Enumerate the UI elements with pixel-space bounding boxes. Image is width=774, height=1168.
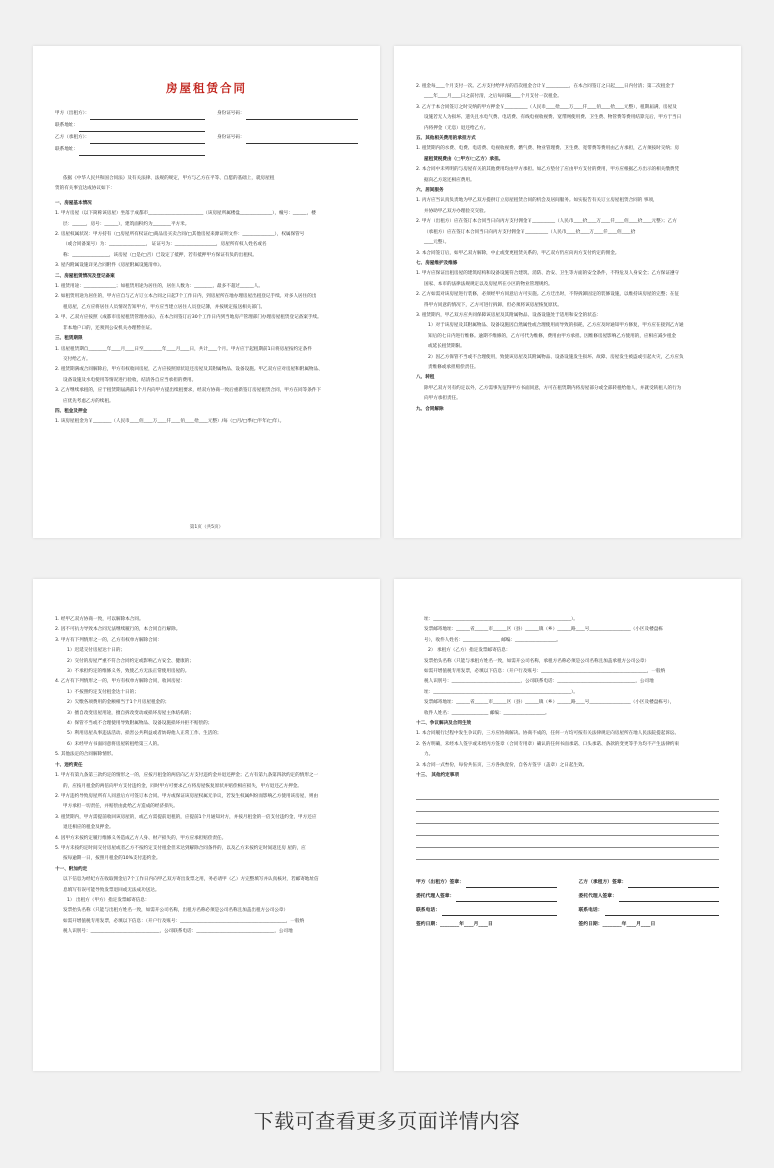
party-b-agent-label: 委托代理人签章：	[578, 893, 617, 899]
download-caption: 下载可查看更多页面详情内容	[253, 1109, 521, 1133]
clause-line: 2）交付的房屋严重不符合合同约定或影响乙方安全、健康的；	[67, 658, 194, 664]
clause-line: 2. 因不可抗力导致本合同无法继续履行的，本合同自行解除。	[55, 627, 181, 633]
clause-line: 1. 租赁用途：______________；如租赁用途为居住的，居住人数为：________，最多不超过______人。	[55, 284, 263, 290]
clause-line: 1. 丙方应当认真负责地为甲乙双方提供订立房屋租赁合同的机会及居间服务。如实报告有关订立房屋租赁合同的 事项，	[416, 198, 658, 204]
section-heading: 十二、争议解决及合同生效	[416, 721, 472, 727]
clause-line: 4. 因甲方未按约定履行维修义务造成乙方人身、财产损失的，甲方应承担赔偿责任。	[55, 835, 227, 841]
clause-line: 设施若无人为损坏、遗失且水电气费、电话费、有线电视收视费、宽带网使用费、卫生费、物管费等费用结算完后，甲方于当日	[424, 115, 682, 121]
party-a-signature-label: 甲方（出租方）签章：	[416, 879, 464, 885]
party-b-phone[interactable]	[579, 906, 720, 916]
party-b-signature-label: 乙方（承租方）签章：	[578, 879, 627, 885]
section-heading: 一、房屋基本情况	[55, 200, 92, 206]
section-heading: 十、违约责任	[55, 762, 83, 768]
party-b-addr-input-line[interactable]	[79, 148, 205, 156]
clause-line: （承租方）应在签订本合同当日向丙方支付佣金￥__________（人民币____拾____万____仟____佰____拾	[424, 229, 636, 235]
other-terms-line[interactable]	[416, 800, 719, 812]
clause-line: 2）因乙方保管不当或不合理使用，致使该房屋及其附属物品、设备设施发生损坏、故障、房屋发生被盗或引起火灾，乙方应负	[428, 354, 684, 360]
clause-line: 税人识别号：______________________________，公司联系电话：__________________________________，公司地	[424, 679, 654, 685]
clause-line: 3）不承担约定的维修义务，致使乙方无法正常使用房屋的。	[67, 669, 190, 675]
clause-line: 1. 该房屋租金为￥________（人民币____佰____万____仟____佰____拾____元整）/每（□月/□季/□半年/□年）。	[55, 419, 285, 425]
clause-line: 发票邮寄地址：______省______市______区（县）______镇（乡）______路____号__________________（小区及楼盘栋	[424, 627, 663, 633]
party-b-signature[interactable]	[579, 878, 720, 888]
clause-line: 如需开增值税专用发票，必填以下信息：（开户行及账号：______________________________________________，一般纳	[63, 918, 305, 924]
clause-line: 址：____________________________________________________________）。	[424, 689, 578, 695]
party-a-signature[interactable]	[416, 878, 557, 888]
document-page-2	[394, 46, 741, 538]
party-a-id-label: 身份证号码：	[217, 111, 245, 116]
clause-line: 1. 租赁期内的水费、电费、电话费、电视收视费、燃气费、物业管理费、卫生费、宽带费等费用由乙方承担，乙方须按时交纳；房	[416, 146, 680, 152]
party-a-addr-label: 联系地址：	[55, 123, 78, 128]
clause-line: 发票邮寄地址：______省______市______区（县）______镇（乡）______路____号__________________（小区及楼盘栋号），	[424, 700, 675, 706]
section-heading: 十三、 其他约定事项	[416, 773, 459, 779]
clause-line: 责维修或承担赔偿责任。	[428, 364, 479, 370]
other-terms-line[interactable]	[416, 788, 719, 800]
party-a-agent-label: 委托代理人签章：	[416, 893, 455, 899]
preamble-line-1: 依据《中华人民共和国合同法》及有关法律、法规的规定，甲方与乙方在平等、自愿的基础上，就房屋租	[63, 176, 275, 181]
clause-line: 1） 出租方（甲方）指定发票邮寄信息：	[67, 897, 150, 903]
clause-line: 得甲方同意的情况下，乙方可进行拆卸，但必须将该房屋恢复原状。	[424, 302, 562, 308]
party-b-addr-row	[55, 144, 358, 156]
clause-line: 1. 经甲乙双方协商一致，可以解除本合同。	[55, 617, 144, 622]
other-terms-line[interactable]	[416, 824, 719, 836]
clause-line: 的，应按月租金的两倍向甲方支付违约金，同时甲方可要求乙方将房屋恢复原状并赔偿相应损失，甲方退还乙方押金。	[63, 783, 302, 789]
other-terms-line[interactable]	[416, 812, 719, 824]
party-b-agent-signature[interactable]	[579, 892, 720, 902]
party-b-sign-date[interactable]	[579, 920, 720, 930]
clause-line: 1. 本合同履行过程中发生争议的，三方应协商解决。协商不成的，任何一方均可按有关法律规定向房屋所在地人民法院提起诉讼。	[416, 731, 680, 737]
party-b-id-label: 身份证号码：	[217, 135, 245, 140]
clause-line: 1. 房屋租赁期自________年____月____日至________年____月____日，共计____个月。甲方应于起租期前1日将房屋按约定条件	[55, 346, 312, 352]
clause-line: 3. 租赁期内，甲乙双方应共同保障该房屋及其附属物品、设备设施处于适用和安全的状态：	[416, 312, 602, 318]
clause-line: 1）对于该房屋及其附属物品、设备设施因自然属性或合理使用而导致的损耗，乙方应及时通知甲方修复，甲方应在接到乙方通	[428, 323, 684, 329]
clause-line: 2. 租金每____个月支付一次。乙方支付给甲方的首次租金合计￥__________，在本合同签订之日起____日内付清；第二次租金于	[416, 84, 675, 89]
party-a-phone[interactable]	[416, 906, 557, 916]
clause-line: 租房屋，乙方应将居住人员情况告知甲方，甲方应当建立居住人员登记簿，并按规定报送相关部门。	[63, 304, 266, 310]
document-page-1	[33, 46, 380, 538]
clause-line: 如需开增值税专用发票，必填以下信息：（开户行及账号：______________________________________________，一般纳	[424, 669, 666, 675]
page-4-clauses	[416, 615, 719, 782]
preamble-line-2: 赁的有关事宜达成协议如下：	[55, 186, 115, 192]
party-b-row	[55, 132, 358, 144]
clause-line: （或合同备案号）为：________________， 证证号为：__________________，房屋所有权人姓名或名	[63, 242, 267, 248]
party-a-row	[55, 108, 358, 120]
clause-line: 知后的七日内进行维修。逾期不维修的，乙方可代为维修，费用由甲方承担。因维修房屋影响乙方使用的，应相应减少租金	[428, 333, 677, 339]
clause-line: 3. 甲方有下列情形之一的，乙方有权单方解除合同：	[55, 637, 162, 643]
clause-line: 5. 甲方未按约定时间交付房屋或者乙方不按约定支付租金但未达到解除合同条件的，以及乙方未按约定时间返还房 屋的，应	[55, 845, 306, 851]
section-heading: 五、其他相关费用的承担方式	[416, 136, 476, 142]
section-heading: 七、房屋维护及维修	[416, 260, 458, 266]
clause-line: 屋租赁税费由（□甲方/□乙方）承担。	[424, 156, 504, 162]
party-b-phone-label: 联系电话：	[578, 907, 603, 913]
party-a-id-field	[217, 108, 358, 120]
clause-line: 5）利用房屋从事违法活动、损害公共利益或者妨碍他人正常工作、生活的；	[67, 731, 222, 737]
clause-line: 3）擅自改变房屋用途，擅自拆改变动或损坏房屋主体结构的；	[67, 710, 194, 716]
party-b-addr-field	[55, 144, 205, 156]
party-b-id-input-line[interactable]	[246, 136, 358, 144]
clause-line: 国家、本市的法律法规规定以及房屋所在小区的物业管理规约。	[424, 281, 553, 287]
other-terms-line[interactable]	[416, 836, 719, 848]
clause-line: 2. 如租赁用途为居住的，甲方应自与乙方订立本合同之日起7个工作日内，到房屋所在地办理房屋出租登记手续。对多人居住的出	[55, 294, 317, 300]
clause-line: 号），收件人姓名：________________ 邮编：__________________。	[424, 637, 561, 643]
clause-line: 2. 本合同中未列明的与房屋有关的其他费用均由甲方承担。如乙方垫付了应由甲方支付的费用，甲方应根据乙方出示的相关缴费凭	[416, 167, 680, 173]
clause-line: 税人识别号：______________________________，公司联系电话：__________________________________，公司地	[63, 929, 293, 935]
clause-line: 3. 本合同一式叁份，每份共伍页，三方各执壹份，自各方签字（盖章）之日起生效。	[416, 762, 588, 768]
clause-line: 3. 本合同签订后，如甲乙双方解除，中止或变更租赁关系的，甲乙双方仍应向丙方支付约定的佣金。	[416, 250, 620, 256]
party-a-label: 甲方（出租方）：	[55, 111, 90, 116]
party-a-addr-input-line[interactable]	[79, 124, 205, 132]
clause-line: 4）保管不当或不合理使用导致附属物品、设备设施损坏并拒不赔偿的；	[67, 721, 213, 727]
clause-line: 1）不按照约定支付租金达十日的；	[67, 689, 139, 695]
clause-line: 1）迟延交付房屋达十日的；	[67, 648, 126, 654]
clause-line: 发票抬头名称（只能与出租方姓名一致，如需开公司名称，出租方名称必须是公司名称且加盖出租方公司公章）	[63, 908, 289, 914]
party-a-field	[55, 108, 205, 120]
signature-block	[416, 878, 719, 930]
clause-line: 2） 承租方（乙方）指定发票邮寄信息：	[428, 648, 511, 654]
clause-line: 1. 甲方房屋（以下简称该房屋）坐落于成都市________________________（该房屋所属楼盘______________），幢号：______，楼	[55, 211, 316, 217]
party-b-field	[55, 132, 205, 144]
clause-line: 层：______，房号：______），建筑面积约为________平方米。	[63, 221, 190, 227]
section-heading: 二、房屋租赁情况及登记备案	[55, 273, 115, 279]
clause-line: 3. 甲、乙双方应按照《成都市房屋租赁管理办法》，在本合同签订后30个工作日内到当地房产管理部门办理房屋租赁登记备案手续。	[55, 315, 322, 321]
party-a-addr-field	[55, 120, 205, 132]
clause-line: 以下信息为经纪方在收取佣金后7个工作日内向甲乙双方寄出发票之用，务必请甲（乙）方完整填写并认真核对，若邮寄地址信	[63, 877, 319, 883]
party-a-input-line[interactable]	[90, 112, 205, 120]
section-heading: 八、转租	[416, 375, 435, 381]
party-a-date-label: 签约日期：________年____月____日	[416, 921, 493, 927]
party-b-label: 乙方（承租方）：	[55, 135, 90, 140]
party-a-agent-signature[interactable]	[416, 892, 557, 902]
section-heading: 三、租赁期限	[55, 336, 83, 342]
clause-line: 非本地户口的，还须到公安机关办理暂住证。	[63, 325, 155, 331]
clause-line: 3. 屋内附属设施详见合同附件《房屋附属设施清单》。	[55, 263, 165, 269]
clause-line: 交付给乙方。	[63, 356, 91, 362]
clause-line: 按每逾期一日，按照月租金的10%支付违约金。	[63, 856, 161, 862]
party-a-sign-date[interactable]	[416, 920, 557, 930]
section-heading: 九、合同解除	[416, 406, 444, 412]
party-b-addr-label: 联系地址：	[55, 147, 78, 152]
clause-line: 力。	[424, 752, 434, 758]
clause-line: 设备设施及水电使用等情况进行验收，结清各自应当承担的费用。	[63, 377, 197, 383]
clause-line: 2. 甲方违约导致房屋所有人同意后方可签订本合同。甲方或保证该房屋权属无争议，若发生权属纠纷而影响乙方使用该房屋，则由	[55, 793, 319, 799]
clause-line: 3. 乙方继续承租的，应于租赁期届满前1个月内向甲方提出续租要求，经双方协商一致后重新签订房屋租赁合同，甲方在同等条件下	[55, 388, 322, 394]
clause-line: 发票抬头名称（只能与承租方姓名一致，如需开公司名称，承租方名称必须是公司名称且加盖承租方公司公章）	[424, 658, 650, 664]
clause-line: 收件人姓名：________________ 邮编：__________________。	[424, 710, 550, 716]
clause-line: 2. 乙方如需对该房屋进行装修，必须经甲方同意后方可实施。乙方迁出时，不得拆卸固定的装修设施，以维持该房屋的完整；在征	[416, 292, 680, 298]
clause-line: 息填写有误可能导致发票退回或无法成功送达。	[63, 887, 160, 893]
clause-line: 3. 乙方于本合同签订之时交纳的甲方押金￥__________（人民币____拾____万____仟____佰____拾____元整），租期届满，房屋及	[416, 104, 677, 110]
clause-line: 3. 租赁期内，甲方需提前收回该房屋的，或乙方需提前退租的，应提前1个月通知对方，并按月租金的一倍支付违约金，甲方还应	[55, 814, 317, 820]
clause-line: 4. 乙方有下列情形之一的，甲方有权单方解除合同，收回房屋：	[55, 679, 185, 685]
clause-line: 5. 其他法定的合同解除情形。	[55, 752, 116, 758]
section-heading: 十一、附加约定	[55, 866, 88, 872]
clause-line: ____年____月____日之前付清，之后每间隔____个月支付一次租金。	[424, 94, 562, 100]
clause-line: 内将押金（无息）退还给乙方。	[424, 125, 489, 131]
clause-line: 或延长租赁期限。	[428, 344, 465, 350]
page-1-clauses	[55, 199, 358, 428]
clause-line: 据向乙方返还相应费用。	[424, 177, 475, 183]
clause-line: 退还相应的租金及押金。	[63, 825, 114, 831]
document-page-3	[33, 579, 380, 1071]
clause-line: 甲方承担一切责任，并赔偿由此给乙方造成的经济损失。	[63, 804, 178, 810]
clause-line: 1. 甲方应保证出租房屋的建筑结构和设备设施符合建筑、消防、治安、卫生等方面的安全条件，不得危及人身安全；乙方保证遵守	[416, 271, 680, 277]
party-b-id-field	[217, 132, 358, 144]
party-a-addr-row	[55, 120, 358, 132]
clause-line: ____元整）。	[424, 240, 450, 246]
party-a-id-input-line[interactable]	[246, 112, 358, 120]
clause-line: 2. 甲方（出租方）应在签订本合同当日向丙方支付佣金￥__________（人民币____拾____万____仟____佰____拾____元整）；乙方	[416, 219, 677, 225]
clause-line: 2. 租赁期满或合同解除后，甲方有权收回房屋，乙方应按照原状返还房屋及其附属物品、设备设施。甲乙双方应对房屋和附属物品、	[55, 367, 323, 373]
contract-title: 房屋租赁合同	[166, 81, 247, 95]
clause-line: 2. 房屋权属状况：甲方持有（□房屋所有权证/□商品房买卖合同/□其他房屋来源证明文件：______________），权属保管号	[55, 232, 305, 238]
clause-line: 除甲乙双方另有约定以外，乙方需事先征得甲方书面同意，方可在租赁期内将房屋部分或全部转租给他人，并就受转租人的行为	[424, 385, 682, 391]
page-number: 第1页（共5页）	[189, 525, 224, 530]
party-b-input-line[interactable]	[90, 136, 205, 144]
clause-line: 并协助甲乙双方办理验交交验。	[424, 208, 489, 214]
clause-line: 向甲方承担责任。	[424, 396, 461, 402]
document-page-4	[394, 579, 741, 1071]
clause-line: 6）未经甲方书面同意将房屋转租给第三人的。	[67, 741, 162, 747]
clause-line: 1. 甲方有第九条第三款约定的情形之一的，应按月租金的两倍向乙方支付违约金并退还押金；乙方有第九条第四款约定的情形之一	[55, 773, 319, 779]
page-2-clauses	[416, 82, 719, 415]
clause-line: 称：________________，该房屋（□是/□否）已设定了抵押，若有抵押甲方保证有负的出租权。	[63, 252, 257, 258]
page-3-clauses	[55, 615, 358, 938]
clause-line: 应优先考虑乙方的续租。	[63, 398, 114, 404]
clause-line: 2）欠缴各项费用的金额相当于1个月房屋租金的；	[67, 700, 170, 706]
clause-line: 2. 各方明确，未经本人签字或未经丙方签章（合同专用章）确认的任何书面承诺、口头承诺、条款的变更等手为均不产生法律约束	[416, 741, 680, 747]
section-heading: 四、租金及押金	[55, 408, 88, 414]
party-a-phone-label: 联系电话：	[416, 907, 440, 913]
section-heading: 六、居间服务	[416, 188, 444, 194]
other-terms-line[interactable]	[416, 848, 719, 860]
clause-line: 址：____________________________________________________________）。	[424, 617, 578, 622]
party-b-date-label: 签约日期：________年____月____日	[578, 921, 656, 927]
